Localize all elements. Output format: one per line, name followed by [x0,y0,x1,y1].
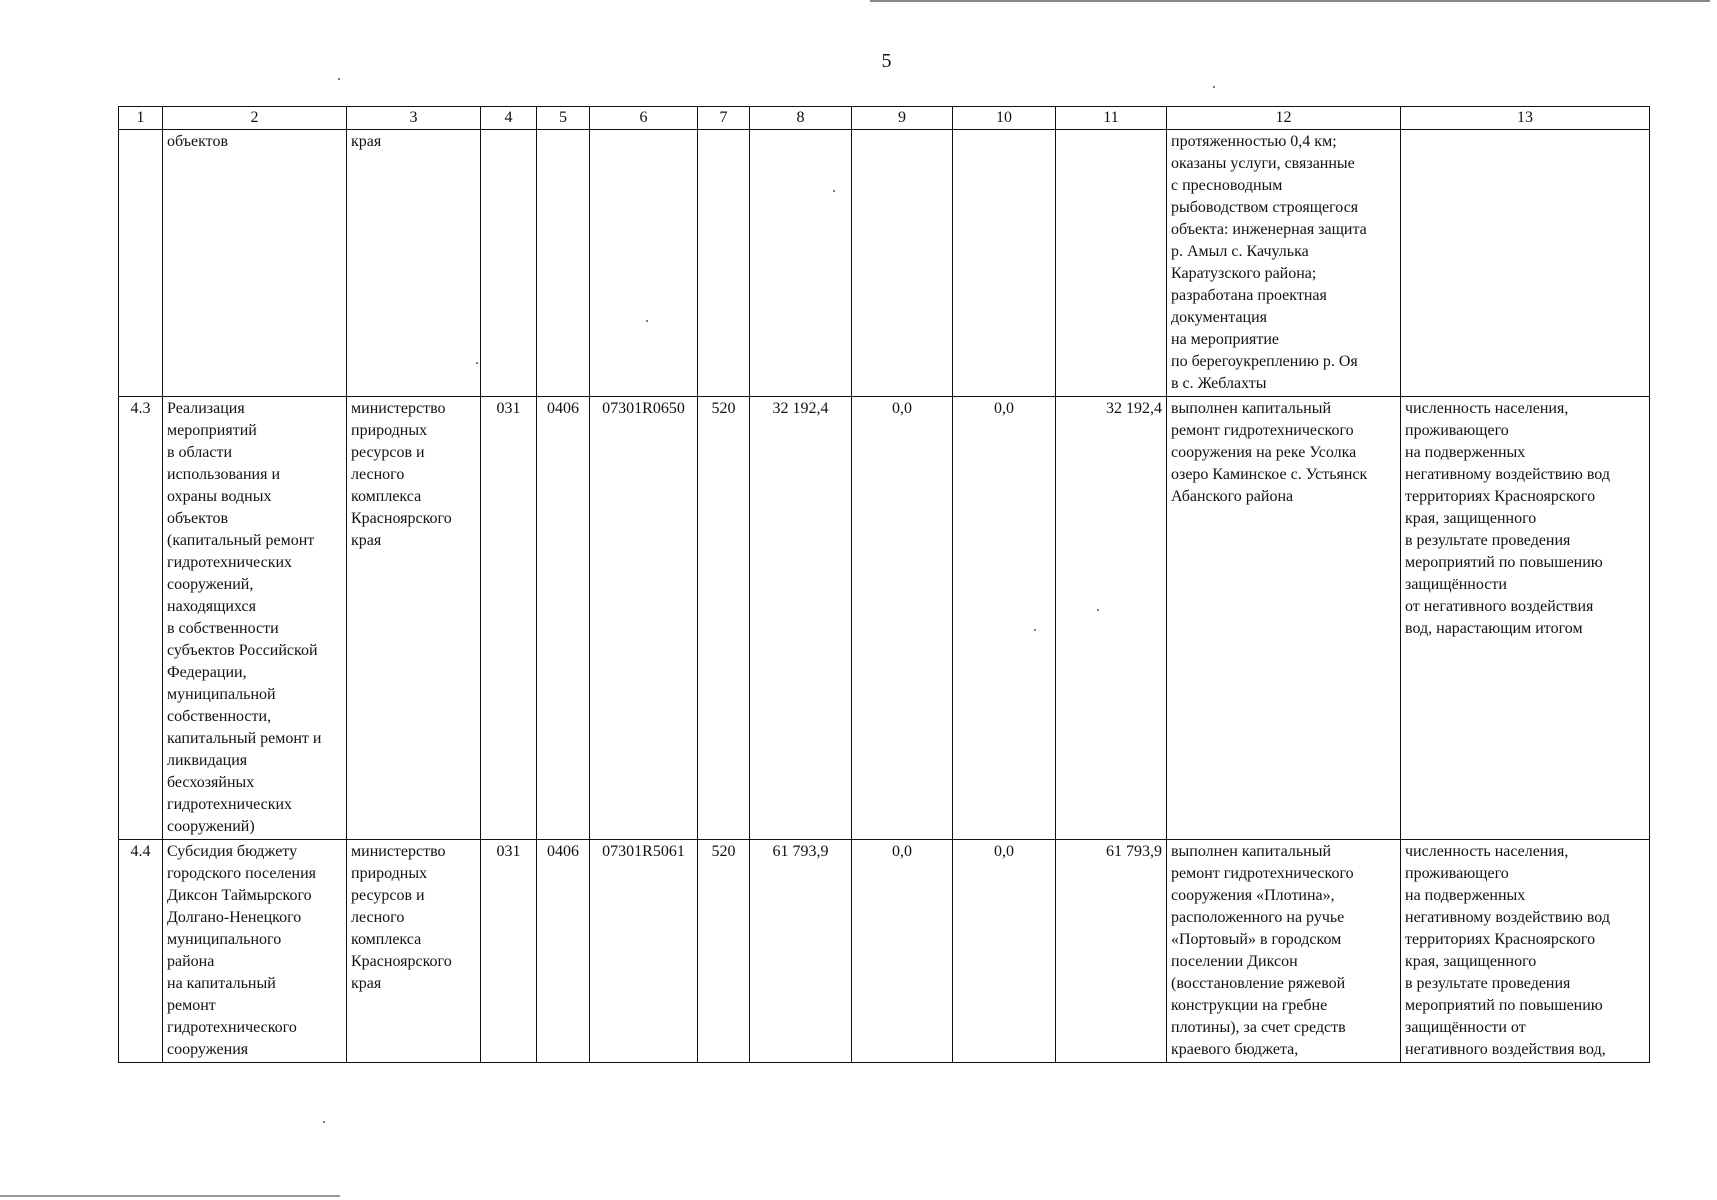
cell-result: выполнен капитальный ремонт гидротехнического сооружения «Плотина», расположенного на ручье «Портовый» в городском поселении Диксон (восстановление ряжевой конструкции на гребне плотины), за счет средств краевого бюджета, [1167,840,1401,1063]
cell-number: 4.4 [119,840,163,1063]
cell-result: протяженностью 0,4 км; оказаны услуги, связанные с пресноводным рыбоводством строящегося объекта: инженерная защита р. Амыл с. Качулька Каратузского района; разработана проектная документация на мероприятие по берегоукреплению р. Оя в с. Жеблахты [1167,130,1401,397]
cell-c11: 61 793,9 [1056,840,1167,1063]
cell-c5 [537,130,590,397]
column-header: 9 [852,107,953,130]
column-header: 5 [537,107,590,130]
column-header: 13 [1401,107,1650,130]
cell-result: выполнен капитальный ремонт гидротехнического сооружения на реке Усолка озеро Каминское с. Устьянск Абанского района [1167,397,1401,840]
cell-c8: 32 192,4 [750,397,852,840]
cell-c9: 0,0 [852,397,953,840]
cell-c8 [750,130,852,397]
cell-indicator: численность населения, проживающего на подверженных негативному воздействию вод территориях Красноярского края, защищенного в результате проведения мероприятий по повышению защищённости от негативного воздействия вод, [1401,840,1650,1063]
column-header: 8 [750,107,852,130]
cell-c10: 0,0 [953,840,1056,1063]
cell-c10: 0,0 [953,397,1056,840]
table-row [119,840,1650,1063]
cell-executor: края [347,130,481,397]
cell-name: объектов [163,130,347,397]
column-header: 7 [698,107,750,130]
column-header: 2 [163,107,347,130]
cell-executor: министерство природных ресурсов и лесного комплекса Красноярского края [347,397,481,840]
cell-c6: 07301R0650 [590,397,698,840]
cell-c10 [953,130,1056,397]
header-row [119,107,1650,130]
scan-edge-bottom [0,1195,340,1197]
cell-c6: 07301R5061 [590,840,698,1063]
cell-c5: 0406 [537,397,590,840]
cell-name: Реализация мероприятий в области использования и охраны водных объектов (капитальный ремонт гидротехнических сооружений, находящихся в собственности субъектов Российской Федерации, муниципальной собственности, капитальный ремонт и ликвидация бесхозяйных гидротехнических сооружений) [163,397,347,840]
cell-c9 [852,130,953,397]
cell-c4: 031 [481,840,537,1063]
page-number: 5 [881,50,892,72]
cell-c6 [590,130,698,397]
column-header: 12 [1167,107,1401,130]
column-header: 6 [590,107,698,130]
cell-number [119,130,163,397]
table-row [119,397,1650,840]
cell-c11 [1056,130,1167,397]
cell-c8: 61 793,9 [750,840,852,1063]
cell-indicator: численность населения, проживающего на подверженных негативному воздействию вод территориях Красноярского края, защищенного в результате проведения мероприятий по повышению защищённости от негативного воздействия вод, нарастающим итогом [1401,397,1650,840]
column-header: 10 [953,107,1056,130]
cell-c5: 0406 [537,840,590,1063]
cell-number: 4.3 [119,397,163,840]
cell-name: Субсидия бюджету городского поселения Диксон Таймырского Долгано-Ненецкого муниципального района на капитальный ремонт гидротехнического сооружения [163,840,347,1063]
scan-edge-top [870,0,1710,2]
column-header: 4 [481,107,537,130]
column-header: 3 [347,107,481,130]
cell-executor: министерство природных ресурсов и лесного комплекса Красноярского края [347,840,481,1063]
cell-c4: 031 [481,397,537,840]
column-header: 1 [119,107,163,130]
table-row-continuation [119,130,1650,397]
column-header: 11 [1056,107,1167,130]
cell-c9: 0,0 [852,840,953,1063]
report-table [118,106,1650,1063]
cell-c7: 520 [698,840,750,1063]
cell-indicator [1401,130,1650,397]
cell-c7 [698,130,750,397]
cell-c4 [481,130,537,397]
cell-c11: 32 192,4 [1056,397,1167,840]
cell-c7: 520 [698,397,750,840]
